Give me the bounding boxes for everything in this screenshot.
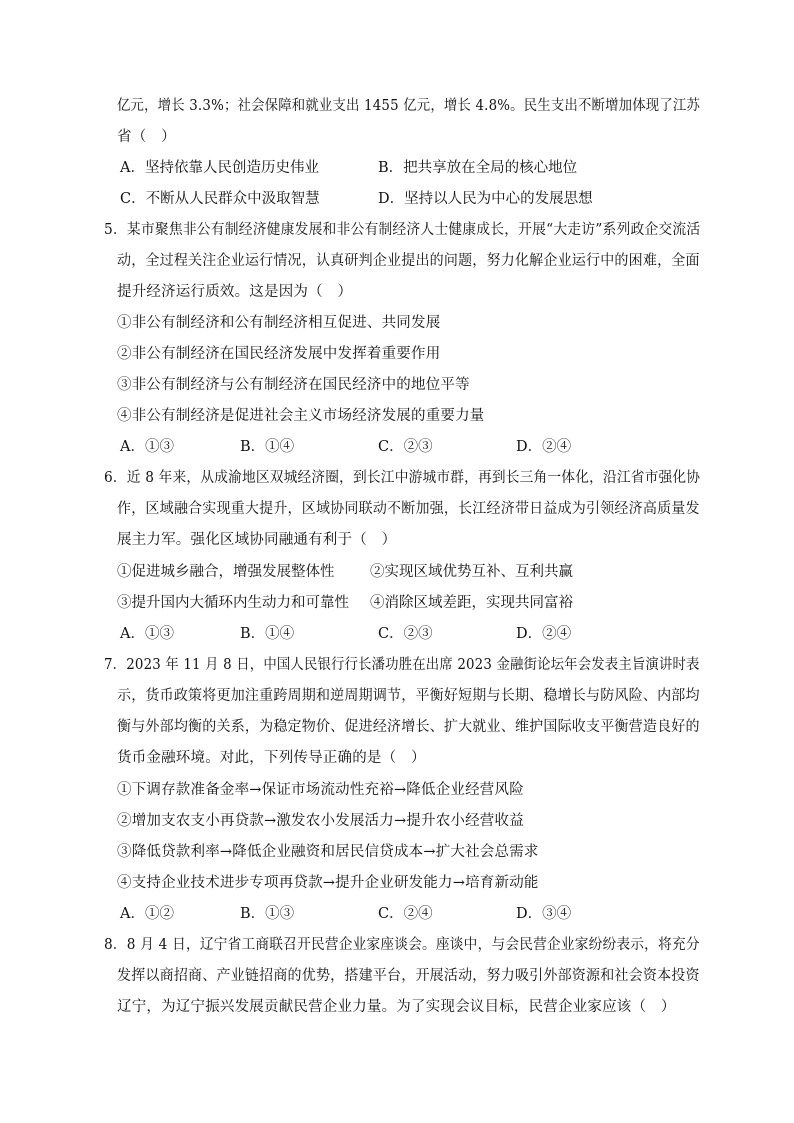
q4-stem-line-1: 亿元，增长 3.3%；社会保障和就业支出 1455 亿元，增长 4.8%。民生支出不断增加体现了江苏 bbox=[117, 98, 701, 114]
q8-stem-line-1: 8．8 月 4 日，辽宁省工商联召开民营企业家座谈会。座谈中，与会民营企业家纷纷表示，将充分 bbox=[104, 937, 700, 953]
q6-stem-line-3: 展主力军。强化区域协同融通有利于（ ） bbox=[117, 532, 397, 548]
q5-item-3: ③非公有制经济与公有制经济在国民经济中的地位平等 bbox=[117, 377, 470, 393]
q5-stem-line-3: 提升经济运行质效。这是因为（ ） bbox=[117, 284, 353, 300]
q7-option-c: C．②④ bbox=[378, 906, 433, 922]
q7-option-b: B．①③ bbox=[240, 906, 295, 922]
q7-option-a: A．①② bbox=[120, 906, 174, 922]
q5-stem-line-1: 5．某市聚焦非公有制经济健康发展和非公有制经济人士健康成长，开展“大走访”系列政企交流活 bbox=[104, 222, 701, 238]
q5-stem-line-2: 动，全过程关注企业运行情况，认真研判企业提出的问题，努力化解企业运行中的困难，全面 bbox=[117, 253, 700, 269]
q6-stem-line-1: 6．近 8 年来，从成渝地区双城经济圈，到长江中游城市群，再到长三角一体化，沿江省市强化协 bbox=[104, 470, 701, 486]
q4-option-a: A．坚持依靠人民创造历史伟业 bbox=[120, 160, 319, 176]
q5-option-a: A．①③ bbox=[120, 439, 174, 455]
q7-option-d: D．③④ bbox=[516, 906, 572, 922]
q6-item-3: ③提升国内大循环内生动力和可靠性 bbox=[117, 595, 349, 611]
q5-item-2: ②非公有制经济在国民经济发展中发挥着重要作用 bbox=[117, 346, 441, 362]
q6-option-a: A．①③ bbox=[120, 626, 174, 642]
q7-item-4: ④支持企业技术进步专项再贷款→提升企业研发能力→培育新动能 bbox=[117, 875, 539, 891]
q6-option-c: C．②③ bbox=[378, 626, 433, 642]
q8-stem-line-3: 辽宁，为辽宁振兴发展贡献民营企业力量。为了实现会议目标，民营企业家应该（ ） bbox=[117, 999, 676, 1015]
q4-stem-line-2: 省（ ） bbox=[117, 129, 176, 145]
q7-item-2: ②增加支农支小再贷款→激发农小发展活力→提升农小经营收益 bbox=[117, 813, 524, 829]
q7-stem-line-2: 示，货币政策将更加注重跨周期和逆周期调节，平衡好短期与长期、稳增长与防风险、内部均 bbox=[117, 688, 700, 704]
q7-item-3: ③降低贷款利率→降低企业融资和居民信贷成本→扩大社会总需求 bbox=[117, 844, 539, 860]
q6-option-b: B．①④ bbox=[240, 626, 295, 642]
q5-item-4: ④非公有制经济是促进社会主义市场经济发展的重要力量 bbox=[117, 408, 485, 424]
q5-item-1: ①非公有制经济和公有制经济相互促进、共同发展 bbox=[117, 315, 441, 331]
q6-item-2: ②实现区域优势互补、互利共赢 bbox=[370, 564, 573, 580]
q8-stem-line-2: 发挥以商招商、产业链招商的优势，搭建平台，开展活动，努力吸引外部资源和社会资本投资 bbox=[117, 968, 700, 984]
q4-option-b: B．把共享放在全局的核心地位 bbox=[378, 160, 578, 176]
q4-option-d: D．坚持以人民为中心的发展思想 bbox=[378, 191, 593, 207]
q6-option-d: D．②④ bbox=[516, 626, 572, 642]
q4-option-c: C．不断从人民群众中汲取智慧 bbox=[120, 191, 320, 207]
q7-stem-line-4: 货币金融环境。对此，下列传导正确的是（ ） bbox=[117, 750, 426, 766]
q6-stem-line-2: 作，区域融合实现重大提升，区域协同联动不断加强，长江经济带日益成为引领经济高质量发 bbox=[117, 501, 700, 517]
q6-item-4: ④消除区域差距，实现共同富裕 bbox=[370, 595, 573, 611]
q6-item-1: ①促进城乡融合，增强发展整体性 bbox=[117, 564, 335, 580]
q5-option-b: B．①④ bbox=[240, 439, 295, 455]
q7-stem-line-1: 7．2023 年 11 月 8 日，中国人民银行行长潘功胜在出席 2023 金融街论坛年会发表主旨演讲时表 bbox=[104, 657, 700, 673]
q5-option-c: C．②③ bbox=[378, 439, 433, 455]
q7-item-1: ①下调存款准备金率→保证市场流动性充裕→降低企业经营风险 bbox=[117, 782, 524, 798]
q5-option-d: D．②④ bbox=[516, 439, 572, 455]
q7-stem-line-3: 衡与外部均衡的关系，为稳定物价、促进经济增长、扩大就业、维护国际收支平衡营造良好的 bbox=[117, 719, 700, 735]
